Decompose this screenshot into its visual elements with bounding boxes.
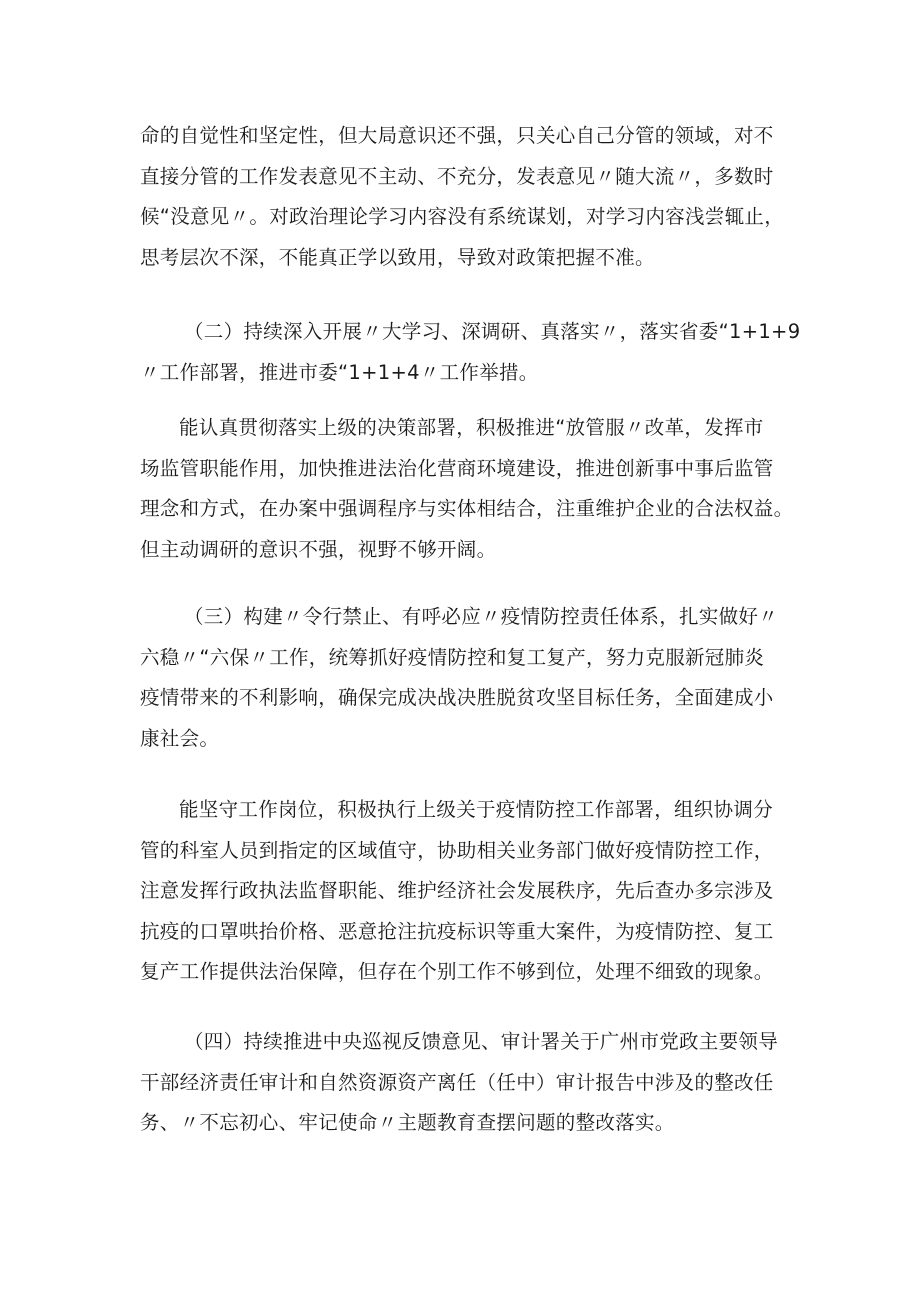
text-line: 候“没意见〃。对政治理论学习内容没有系统谋划，对学习内容浅尝辄止， [140, 205, 785, 228]
text-line: （二）持续深入开展〃大学习、深调研、真落实〃，落实省委“1+1+9 [184, 320, 801, 343]
section-heading-3 [140, 597, 800, 759]
text-line: 理念和方式，在办案中强调程序与实体相结合，注重维护企业的合法权益。 [140, 497, 794, 520]
text-line: 思考层次不深，不能真正学以致用，导致对政策把握不准。 [140, 245, 655, 269]
text-line: 疫情带来的不利影响，确保完成决战决胜脱贫攻坚目标任务，全面建成小 [140, 686, 774, 709]
paragraph-political-awareness [140, 116, 800, 278]
paragraph-epidemic-duty [140, 790, 800, 993]
text-line: 能认真贯彻落实上级的决策部署，积极推进“放管服〃改革，发挥市 [179, 416, 764, 439]
text-line: 〃工作部署，推进市委“1+1+4〃工作举措。 [140, 360, 539, 384]
paragraph-decision-deployment [140, 408, 800, 570]
text-line: 注意发挥行政执法监督职能、维护经济社会发展秩序，先后查办多宗涉及 [140, 879, 774, 902]
text-line: （三）构建〃令行禁止、有呼必应〃疫情防控责任体系，扎实做好〃 [184, 605, 779, 628]
text-line: 场监管职能作用，加快推进法治化营商环境建设，推进创新事中事后监管 [140, 456, 774, 480]
text-line: 命的自觉性和坚定性，但大局意识还不强，只关心自己分管的领域，对不 [140, 124, 774, 147]
section-heading-4 [140, 1022, 800, 1144]
text-line: 复产工作提供法治保障，但存在个别工作不够到位，处理不细致的现象。 [140, 960, 774, 983]
text-line: 但主动调研的意识不强，视野不够开阔。 [140, 537, 497, 561]
text-line: 康社会。 [140, 726, 220, 750]
text-line: 直接分管的工作发表意见不主动、不充分，发表意见〃随大流〃，多数时 [140, 164, 774, 188]
text-line: 管的科室人员到指定的区域值守，协助相关业务部门做好疫情防控工作， [140, 838, 774, 862]
text-line: 六稳〃“六保〃工作，统筹抓好疫情防控和复工复产，努力克服新冠肺炎 [140, 645, 765, 669]
text-line: 抗疫的口罩哄抬价格、恶意抢注抗疫标识等重大案件，为疫情防控、复工 [140, 919, 774, 943]
text-line: （四）持续推进中央巡视反馈意见、审计署关于广州市党政主要领导 [184, 1030, 779, 1053]
text-line: 干部经济责任审计和自然资源资产离任（任中）审计报告中涉及的整改任 [140, 1070, 774, 1094]
text-line: 务、〃不忘初心、牢记使命〃主题教育查摆问题的整改落实。 [140, 1111, 675, 1134]
section-heading-2 [140, 312, 800, 393]
text-line: 能坚守工作岗位，积极执行上级关于疫情防控工作部署，组织协调分 [179, 798, 774, 821]
